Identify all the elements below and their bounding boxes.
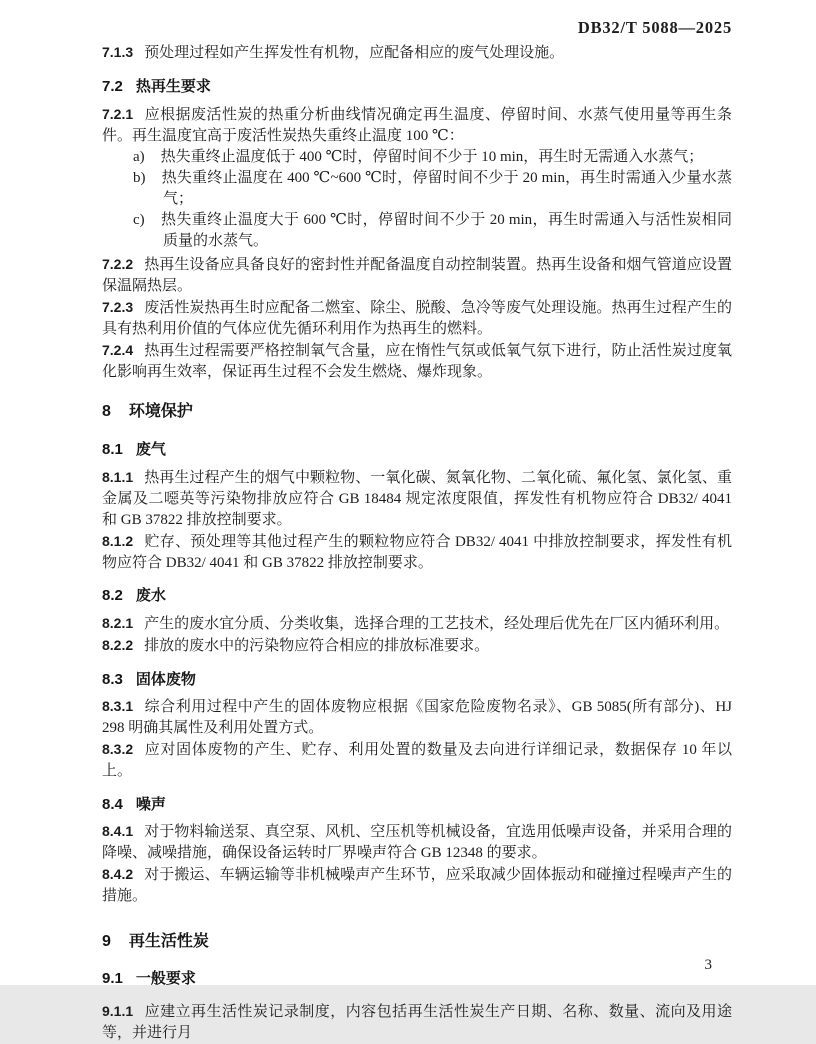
list-text: 热失重终止温度在 400 ℃~600 ℃时，停留时间不少于 20 min，再生时需通入少量水蒸气； [161,170,732,207]
clause-9.1.1 [102,1001,732,1044]
clause-text: 应对固体废物的产生、贮存、利用处置的数量及去向进行详细记录，数据保存 10 年以上。 [102,742,732,779]
clause-text: 热再生过程需要严格控制氧气含量，应在惰性气氛或低氧气氛下进行，防止活性炭过度氧化影响再生效率，保证再生过程不会发生燃烧、爆炸现象。 [102,343,732,380]
clause-number: 8.4.2 [102,866,134,882]
section-heading-8.1 [102,439,732,460]
section-heading-7.2 [102,76,732,97]
clause-8.4.2 [102,864,732,907]
clause-text: 对于物料输送泵、真空泵、风机、空压机等机械设备，宜选用低噪声设备，并采用合理的降噪、减噪措施，确保设备运转时厂界噪声符合 GB 12348 的要求。 [102,824,732,861]
clause-number: 8.3.2 [102,741,134,757]
page-content [102,42,732,1044]
clause-8.4.1 [102,821,732,864]
clause-number: 7.2.2 [102,256,134,272]
clause-text: 热再生过程产生的烟气中颗粒物、一氧化碳、氮氧化物、二氧化硫、氟化氢、氯化氢、重金属及二噁英等污染物排放应符合 GB 18484 规定浓度限值，挥发性有机物应符合 DB32/ 4041 和 GB 37822 排放控制要求。 [102,470,732,528]
section-heading-8.2 [102,585,732,606]
heading-text: 一般要求 [135,970,196,987]
page-number: 3 [704,957,712,973]
standard-number-header: DB32/T 5088—2025 [577,18,732,37]
list-text: 热失重终止温度低于 400 ℃时，停留时间不少于 10 min，再生时无需通入水蒸气； [160,149,704,165]
list-text: 热失重终止温度大于 600 ℃时，停留时间不少于 20 min，再生时需通入与活性炭相同质量的水蒸气。 [160,212,732,249]
heading-text: 环境保护 [128,403,193,420]
clause-8.1.2 [102,531,732,574]
clause-number: 8.4.1 [102,823,134,839]
list-item-a [102,147,732,168]
heading-text: 废水 [135,587,166,604]
clause-number: 8.1.2 [102,533,134,549]
clause-text: 贮存、预处理等其他过程产生的颗粒物应符合 DB32/ 4041 中排放控制要求，挥发性有机物应符合 DB32/ 4041 和 GB 37822 排放控制要求。 [102,534,732,571]
list-marker: b) [133,170,146,186]
clause-8.3.1 [102,696,732,739]
clause-text: 对于搬运、车辆运输等非机械噪声产生环节，应采取减少固体振动和碰撞过程噪声产生的措施。 [102,867,732,904]
clause-text: 预处理过程如产生挥发性有机物，应配备相应的废气处理设施。 [144,45,565,61]
clause-number: 8.2.2 [102,637,134,653]
heading-text: 噪声 [135,796,166,813]
list-marker: c) [133,212,145,228]
heading-number: 7.2 [102,78,123,95]
clause-number: 9.1.1 [102,1003,134,1019]
clause-7.2.3 [102,297,732,340]
heading-number: 8.1 [102,441,123,458]
heading-number: 8.4 [102,796,123,813]
clause-number: 8.1.1 [102,469,134,485]
clause-7.2.1 [102,104,732,147]
heading-number: 8 [102,403,111,420]
heading-text: 废气 [135,441,166,458]
clause-number: 7.2.3 [102,299,134,315]
section-heading-8.3 [102,669,732,690]
section-heading-8.4 [102,794,732,815]
clause-number: 7.2.4 [102,342,134,358]
clause-text: 废活性炭热再生时应配备二燃室、除尘、脱酸、急冷等废气处理设施。热再生过程产生的具有热利用价值的气体应优先循环利用作为热再生的燃料。 [102,300,732,337]
clause-8.2.2 [102,635,732,657]
clause-number: 8.3.1 [102,698,134,714]
list-marker: a) [133,149,145,165]
clause-text: 产生的废水宜分质、分类收集，选择合理的工艺技术，经处理后优先在厂区内循环利用。 [144,616,730,632]
clause-8.3.2 [102,739,732,782]
chapter-heading-8 [102,401,732,422]
clause-number: 7.1.3 [102,44,134,60]
clause-7.1.3 [102,42,732,64]
clause-8.2.1 [102,613,732,635]
clause-text: 排放的废水中的污染物应符合相应的排放标准要求。 [144,638,490,654]
heading-number: 8.3 [102,671,123,688]
heading-text: 固体废物 [135,671,196,688]
clause-8.1.1 [102,467,732,531]
heading-text: 再生活性炭 [128,933,209,950]
clause-text: 应建立再生活性炭记录制度，内容包括再生活性炭生产日期、名称、数量、流向及用途等，并进行月 [102,1004,732,1041]
heading-number: 9.1 [102,970,123,987]
clause-text: 应根据废活性炭的热重分析曲线情况确定再生温度、停留时间、水蒸气使用量等再生条件。再生温度宜高于废活性炭热失重终止温度 100 ℃： [102,107,732,144]
list-item-c [102,210,732,252]
heading-number: 9 [102,933,111,950]
clause-7.2.4 [102,340,732,383]
heading-text: 热再生要求 [135,78,211,95]
clause-7.2.2 [102,254,732,297]
heading-number: 8.2 [102,587,123,604]
clause-text: 热再生设备应具备良好的密封性并配备温度自动控制装置。热再生设备和烟气管道应设置保温隔热层。 [102,257,732,294]
section-heading-9.1 [102,968,732,989]
clause-number: 7.2.1 [102,106,134,122]
list-item-b [102,168,732,210]
clause-text: 综合利用过程中产生的固体废物应根据《国家危险废物名录》、GB 5085(所有部分)、HJ 298 明确其属性及利用处置方式。 [102,699,732,736]
clause-number: 8.2.1 [102,615,134,631]
chapter-heading-9 [102,931,732,952]
